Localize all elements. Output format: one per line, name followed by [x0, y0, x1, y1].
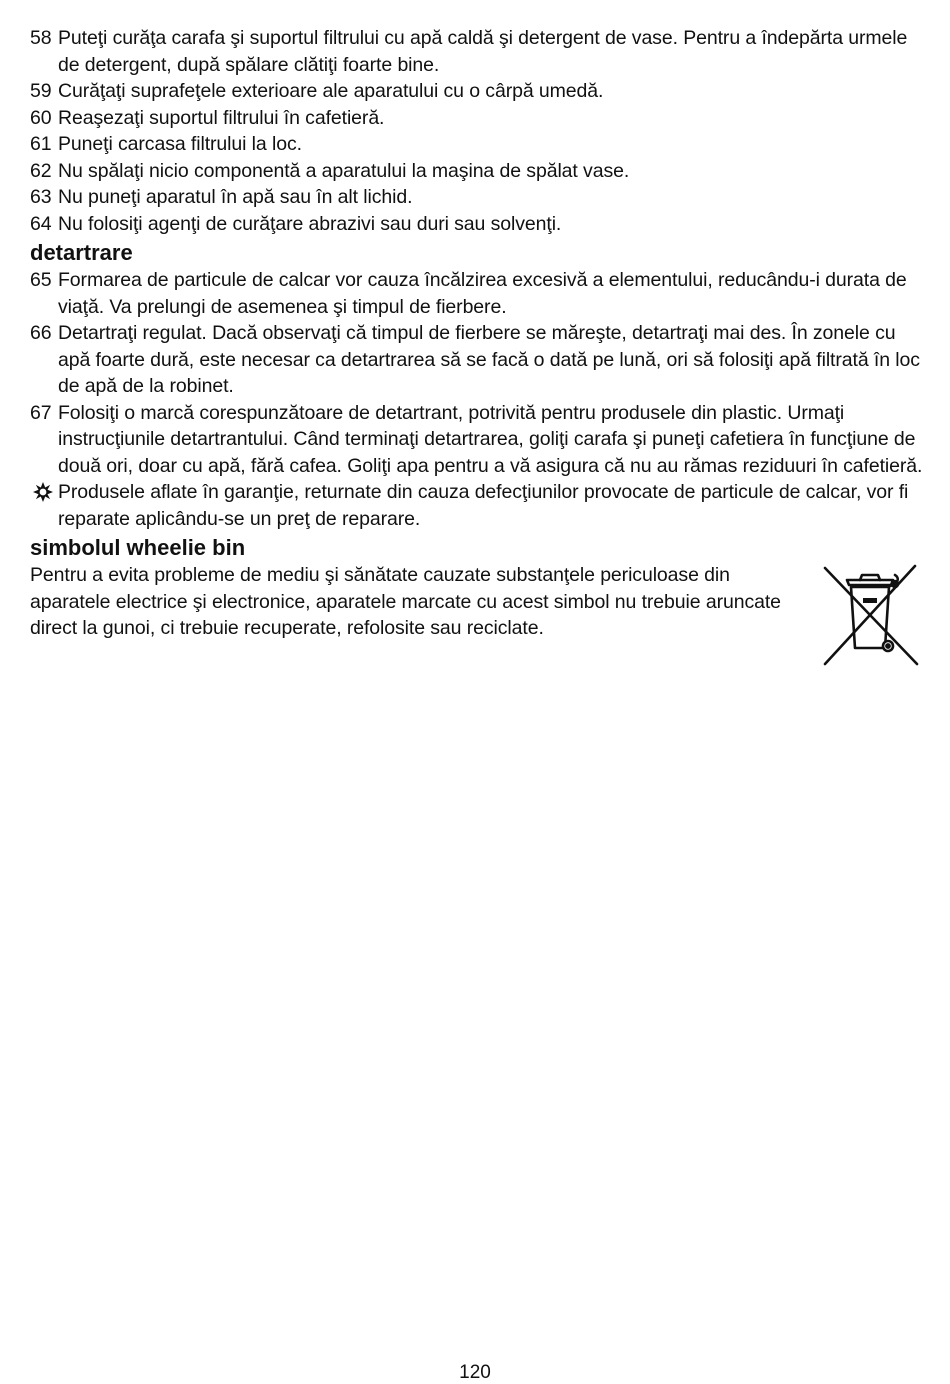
- item-number: 60: [30, 106, 52, 129]
- list-item: [30, 184, 925, 211]
- page-number: 120: [459, 1362, 491, 1383]
- list-item: [30, 105, 925, 132]
- document-page: [30, 25, 925, 642]
- list-item: [30, 25, 925, 78]
- list-item: [30, 400, 925, 480]
- item-text: Nu spălaţi nicio componentă a aparatului la maşina de spălat vase.: [58, 159, 630, 182]
- item-number: 64: [30, 212, 52, 235]
- item-number: 67: [30, 401, 52, 424]
- list-item: [30, 78, 925, 105]
- item-text: Folosiţi o marcă corespunzătoare de detartrant, potrivită pentru produsele din plastic. Urmaţi instrucţiunile detartrantului. Când terminaţi detartrarea, goliţi carafa şi puneţi cafetiera în funcţiune de două ori, doar cu apă, fără cafea. Goliţi apa pentru a vă asigura că nu au rămas reziduuri în cafetieră.: [58, 401, 923, 477]
- item-text: Nu folosiţi agenţi de curăţare abrazivi sau duri sau solvenţi.: [58, 212, 562, 235]
- item-number: 65: [30, 269, 52, 291]
- list-item: [30, 158, 925, 185]
- wheelie-bin-section: [30, 562, 925, 642]
- item-text: Nu puneţi aparatul în apă sau în alt lichid.: [58, 186, 413, 208]
- cleaning-list: [30, 25, 925, 237]
- item-text: Puneţi carcasa filtrului la loc.: [58, 133, 302, 155]
- wheelie-bin-paragraph: Pentru a evita probleme de mediu şi sănătate cauzate substanţele periculoase din aparatele electrice şi electronice, aparatele marcate cu acest simbol nu trebuie aruncate direct la gunoi, ci trebuie recuperate, refolosite sau reciclate.: [30, 564, 781, 639]
- descaling-list: [30, 267, 925, 532]
- item-text: Detartraţi regulat. Dacă observaţi că timpul de fierbere se măreşte, detartraţi mai des. În zonele cu apă foarte dură, este necesar ca detartrarea să se facă o dată pe lună, ori să folosiţi apă filtrată în loc de apă de la robinet.: [58, 322, 920, 397]
- list-item: [30, 211, 925, 238]
- list-item: [30, 131, 925, 158]
- item-number: 59: [30, 80, 52, 102]
- warranty-note: [30, 479, 925, 532]
- item-number: 66: [30, 322, 52, 344]
- item-number: 62: [30, 159, 52, 182]
- item-text: Formarea de particule de calcar vor cauza încălzirea excesivă a elementului, reducându-i durata de viaţă. Va prelungi de asemenea şi timpul de fierbere.: [58, 269, 907, 318]
- section-heading-descaling: detartrare: [30, 240, 133, 265]
- starburst-icon: [31, 479, 55, 505]
- list-item: [30, 320, 925, 400]
- section-heading-wheelie-bin: simbolul wheelie bin: [30, 535, 246, 560]
- item-number: 61: [30, 133, 52, 155]
- item-number: 63: [30, 186, 52, 208]
- item-number: 58: [30, 27, 52, 49]
- list-item: [30, 267, 925, 320]
- warranty-text: Produsele aflate în garanţie, returnate din cauza defecţiunilor provocate de particule de calcar, vor fi reparate aplicându-se un preţ de reparare.: [58, 481, 909, 530]
- item-text: Reaşezaţi suportul filtrului în cafetieră.: [58, 106, 385, 129]
- item-text: Curăţaţi suprafeţele exterioare ale aparatului cu o cârpă umedă.: [58, 80, 604, 102]
- item-text: Puteţi curăţa carafa şi suportul filtrului cu apă caldă şi detergent de vase. Pentru a îndepărta urmele de detergent, după spălare clătiţi foarte bine.: [58, 27, 908, 76]
- crossed-wheelie-bin-icon: [820, 560, 920, 670]
